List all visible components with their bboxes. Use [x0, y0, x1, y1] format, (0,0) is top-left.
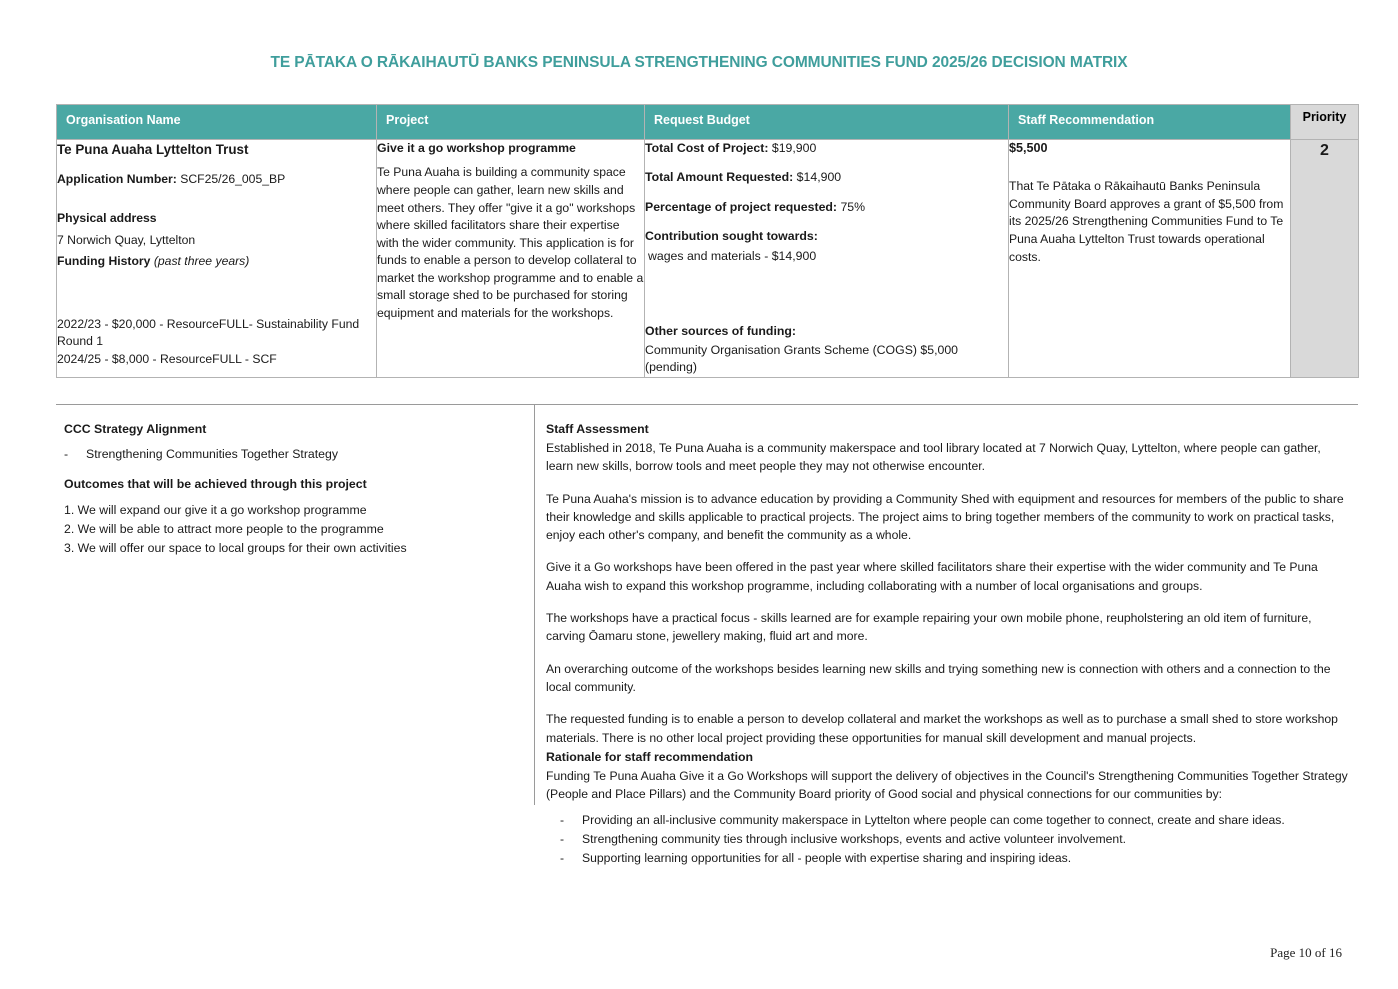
dash-bullet-icon: -	[64, 447, 69, 461]
table-header	[57, 105, 1359, 140]
recommendation-text: That Te Pātaka o Rākaihautū Banks Peninsula Community Board approves a grant of $5,500 from its 2025/26 Strengthening Communities Fund to Te Puna Auaha Lyttelton Trust towards operational costs.	[1009, 178, 1284, 264]
list-item	[546, 849, 1350, 868]
column-header-project: Project	[377, 105, 645, 140]
decision-matrix-table	[56, 104, 1359, 378]
rationale-heading: Rationale for staff recommendation	[546, 749, 754, 764]
cell-organisation	[57, 140, 377, 378]
other-sources-value: Community Organisation Grants Scheme (COGS) $5,000 (pending)	[645, 342, 959, 375]
organisation-name: Te Puna Auaha Lyttelton Trust	[57, 142, 249, 157]
recommended-amount: $5,500	[1009, 141, 1048, 155]
total-cost-row	[645, 140, 1008, 157]
list-item	[546, 811, 1350, 830]
page-title: TE PĀTAKA O RĀKAIHAUTŪ BANKS PENINSULA STRENGTHENING COMMUNITIES FUND 2025/26 DECISION MATRIX	[270, 54, 1128, 71]
cell-priority: 2	[1291, 140, 1359, 378]
contribution-value: wages and materials - $14,900	[648, 248, 817, 263]
list-item: 3. We will offer our space to local groups for their own activities	[64, 541, 407, 556]
total-cost-value: $19,900	[771, 141, 817, 155]
list-item: 2. We will be able to attract more people to the programme	[64, 522, 384, 537]
project-title: Give it a go workshop programme	[377, 141, 576, 155]
page-footer: Page 10 of 16	[1270, 945, 1342, 960]
funding-history-item: 2024/25 - $8,000 - ResourceFULL - SCF	[57, 351, 277, 366]
percentage-label: Percentage of project requested:	[645, 199, 838, 214]
physical-address-label: Physical address	[57, 211, 157, 226]
assessment-paragraph: Te Puna Auaha's mission is to advance education by providing a Community Shed with equipment and resources for members of the public to share their knowledge and skills applicable to practical projects. The project aims to bring together members of the community to work on practical tasks, enjoy each other's company, and benefit the community as a whole.	[546, 491, 1344, 543]
total-requested-label: Total Amount Requested:	[645, 170, 794, 185]
funding-history-heading	[57, 253, 376, 270]
column-header-staff-recommendation: Staff Recommendation	[1009, 105, 1291, 140]
assessment-paragraph: An overarching outcome of the workshops besides learning new skills and trying something new is connection with others and a connection to the local community.	[546, 661, 1331, 694]
table-row	[57, 140, 1359, 378]
application-number-label: Application Number:	[57, 172, 177, 187]
cell-project	[377, 140, 645, 378]
list-item	[546, 830, 1350, 849]
contribution-label: Contribution sought towards:	[645, 229, 818, 244]
column-header-priority: Priority	[1291, 105, 1359, 140]
physical-address-value: 7 Norwich Quay, Lyttelton	[57, 232, 196, 247]
list-item: 1. We will expand our give it a go workshop programme	[64, 503, 367, 518]
strategy-alignment-panel	[56, 405, 534, 868]
column-header-organisation: Organisation Name	[57, 105, 377, 140]
dash-bullet-icon: -	[560, 813, 565, 828]
column-header-request-budget: Request Budget	[645, 105, 1009, 140]
assessment-paragraph: The requested funding is to enable a person to develop collateral and market the workshops as well as to purchase a small shed to store workshop materials. There is no other local project providing these opportunities for manual skill development and manual projects.	[546, 712, 1338, 745]
total-requested-value: $14,900	[796, 170, 842, 185]
outcomes-heading: Outcomes that will be achieved through this project	[64, 477, 367, 492]
list-item-label: Providing an all-inclusive community makerspace in Lyttelton where people can come together to connect, create and share ideas.	[582, 813, 1285, 828]
other-sources-label: Other sources of funding:	[645, 324, 796, 339]
percentage-value: 75%	[840, 199, 866, 214]
project-description: Te Puna Auaha is building a community space where people can gather, learn new skills and meet others. They offer "give it a go" workshops where skilled facilitators share their expertise with the wider community. This application is for funds to enable a person to develop collateral to market the workshop programme and to enable a small storage shed to be purchased for storing equipment and materials for the workshops.	[377, 165, 644, 320]
cell-request-budget	[645, 140, 1009, 378]
dash-bullet-icon: -	[560, 851, 565, 866]
assessment-paragraph: Give it a Go workshops have been offered in the past year where skilled facilitators share their expertise with the wider community and Te Puna Auaha wish to expand this workshop programme, including collaborating with a number of local organisations and groups.	[546, 560, 1318, 593]
application-number	[57, 171, 376, 188]
percentage-row	[645, 199, 1008, 216]
assessment-paragraph: The workshops have a practical focus - skills learned are for example repairing your own mobile phone, reupholstering an old item of furniture, carving Ōamaru stone, jewellery making, fluid art and more.	[546, 611, 1312, 644]
funding-history-item: 2022/23 - $20,000 - ResourceFULL- Sustainability Fund Round 1	[57, 317, 360, 349]
rationale-bullet-list	[546, 811, 1350, 868]
total-cost-label: Total Cost of Project:	[645, 141, 769, 155]
strategy-alignment-item	[64, 446, 520, 463]
dash-bullet-icon: -	[560, 832, 565, 847]
application-number-value: SCF25/26_005_BP	[180, 172, 286, 187]
rationale-text: Funding Te Puna Auaha Give it a Go Workshops will support the delivery of objectives in the Council's Strengthening Communities Together Strategy (People and Place Pillars) and the Community Board priority of Good social and physical connections for our communities by:	[546, 768, 1348, 802]
list-item-label: Supporting learning opportunities for all - people with expertise sharing and inspiring ideas.	[582, 851, 1072, 866]
funding-history-label: Funding History	[57, 254, 151, 269]
total-requested-row	[645, 169, 1008, 186]
outcomes-list	[64, 501, 520, 558]
cell-staff-recommendation	[1009, 140, 1291, 378]
funding-history-note: (past three years)	[153, 254, 250, 269]
list-item-label: Strengthening community ties through inclusive workshops, events and active volunteer involvement.	[582, 832, 1126, 847]
table-header-row	[57, 105, 1359, 140]
strategy-alignment-item-label: Strengthening Communities Together Strategy	[86, 447, 339, 461]
assessment-paragraph: Established in 2018, Te Puna Auaha is a community makerspace and tool library located at 7 Norwich Quay, Lyttelton, where people can gather, learn new skills, borrow tools and meet people they may not otherwise encounter.	[546, 441, 1321, 474]
staff-assessment-panel	[535, 405, 1358, 868]
assessment-heading: Staff Assessment	[546, 422, 649, 436]
strategy-heading: CCC Strategy Alignment	[64, 422, 207, 436]
